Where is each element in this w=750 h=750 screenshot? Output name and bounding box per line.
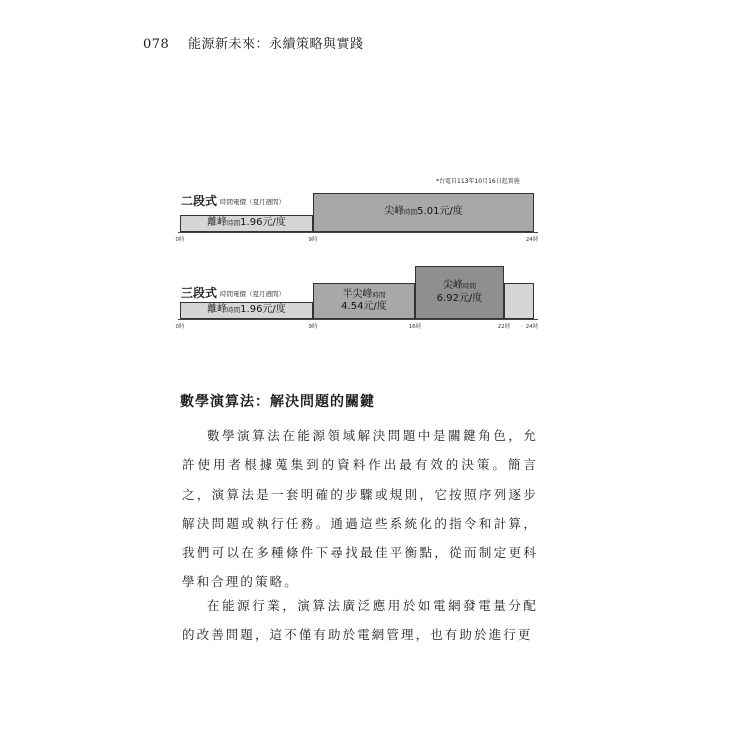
- two-tier-tariff-chart: [175, 190, 539, 246]
- running-header: [143, 33, 363, 52]
- time-axis: [178, 319, 538, 320]
- mid-peak-block: 半尖峰時間 4.54元/度: [313, 283, 415, 319]
- off-peak-block: 離峰時間1.96元/度: [180, 215, 313, 232]
- tick-label: 9時: [308, 237, 318, 243]
- time-axis: [178, 232, 538, 233]
- tick-label: 0時: [175, 324, 185, 330]
- body-paragraph: 在能源行業，演算法廣泛應用於如電網發電量分配的改善問題，這不僅有助於電網管理，也有助於進行更: [182, 598, 538, 643]
- off-peak-block: 離峰時間1.96元/度: [180, 302, 313, 319]
- body-paragraph: 數學演算法在能源領域解決問題中是關鍵角色，允許使用者根據蒐集到的資料作出最有效的決策。簡言之，演算法是一套明確的步驟或規則，它按照序列逐步解決問題或執行任務。通過這些系統化的指令和計算，我們可以在多種條件下尋找最佳平衡點，從而制定更科學和合理的策略。: [182, 428, 538, 590]
- late-mid-peak-block: [504, 283, 534, 319]
- tick-label: 22時: [497, 324, 511, 330]
- page-number: 078: [143, 37, 170, 52]
- peak-block: 尖峰時間 6.92元/度: [415, 266, 504, 319]
- tick-label: 24時: [525, 237, 539, 243]
- tick-label: 24時: [525, 324, 539, 330]
- section-title: 數學演算法：解決問題的關鍵: [180, 394, 375, 410]
- chart-title: 三段式 時間電價（夏月週間）: [181, 286, 286, 300]
- book-title: 能源新未來：永續策略與實踐: [187, 37, 364, 52]
- tick-label: 16時: [408, 324, 422, 330]
- tick-label: 9時: [308, 324, 318, 330]
- peak-block: 尖峰時間5.01元/度: [313, 193, 534, 232]
- chart-title: 二段式 時間電價（夏月週間）: [181, 194, 286, 208]
- three-tier-tariff-chart: [175, 263, 539, 333]
- tick-label: 0時: [175, 237, 185, 243]
- chart-note: *台電自113年10月16日起實施: [436, 178, 520, 185]
